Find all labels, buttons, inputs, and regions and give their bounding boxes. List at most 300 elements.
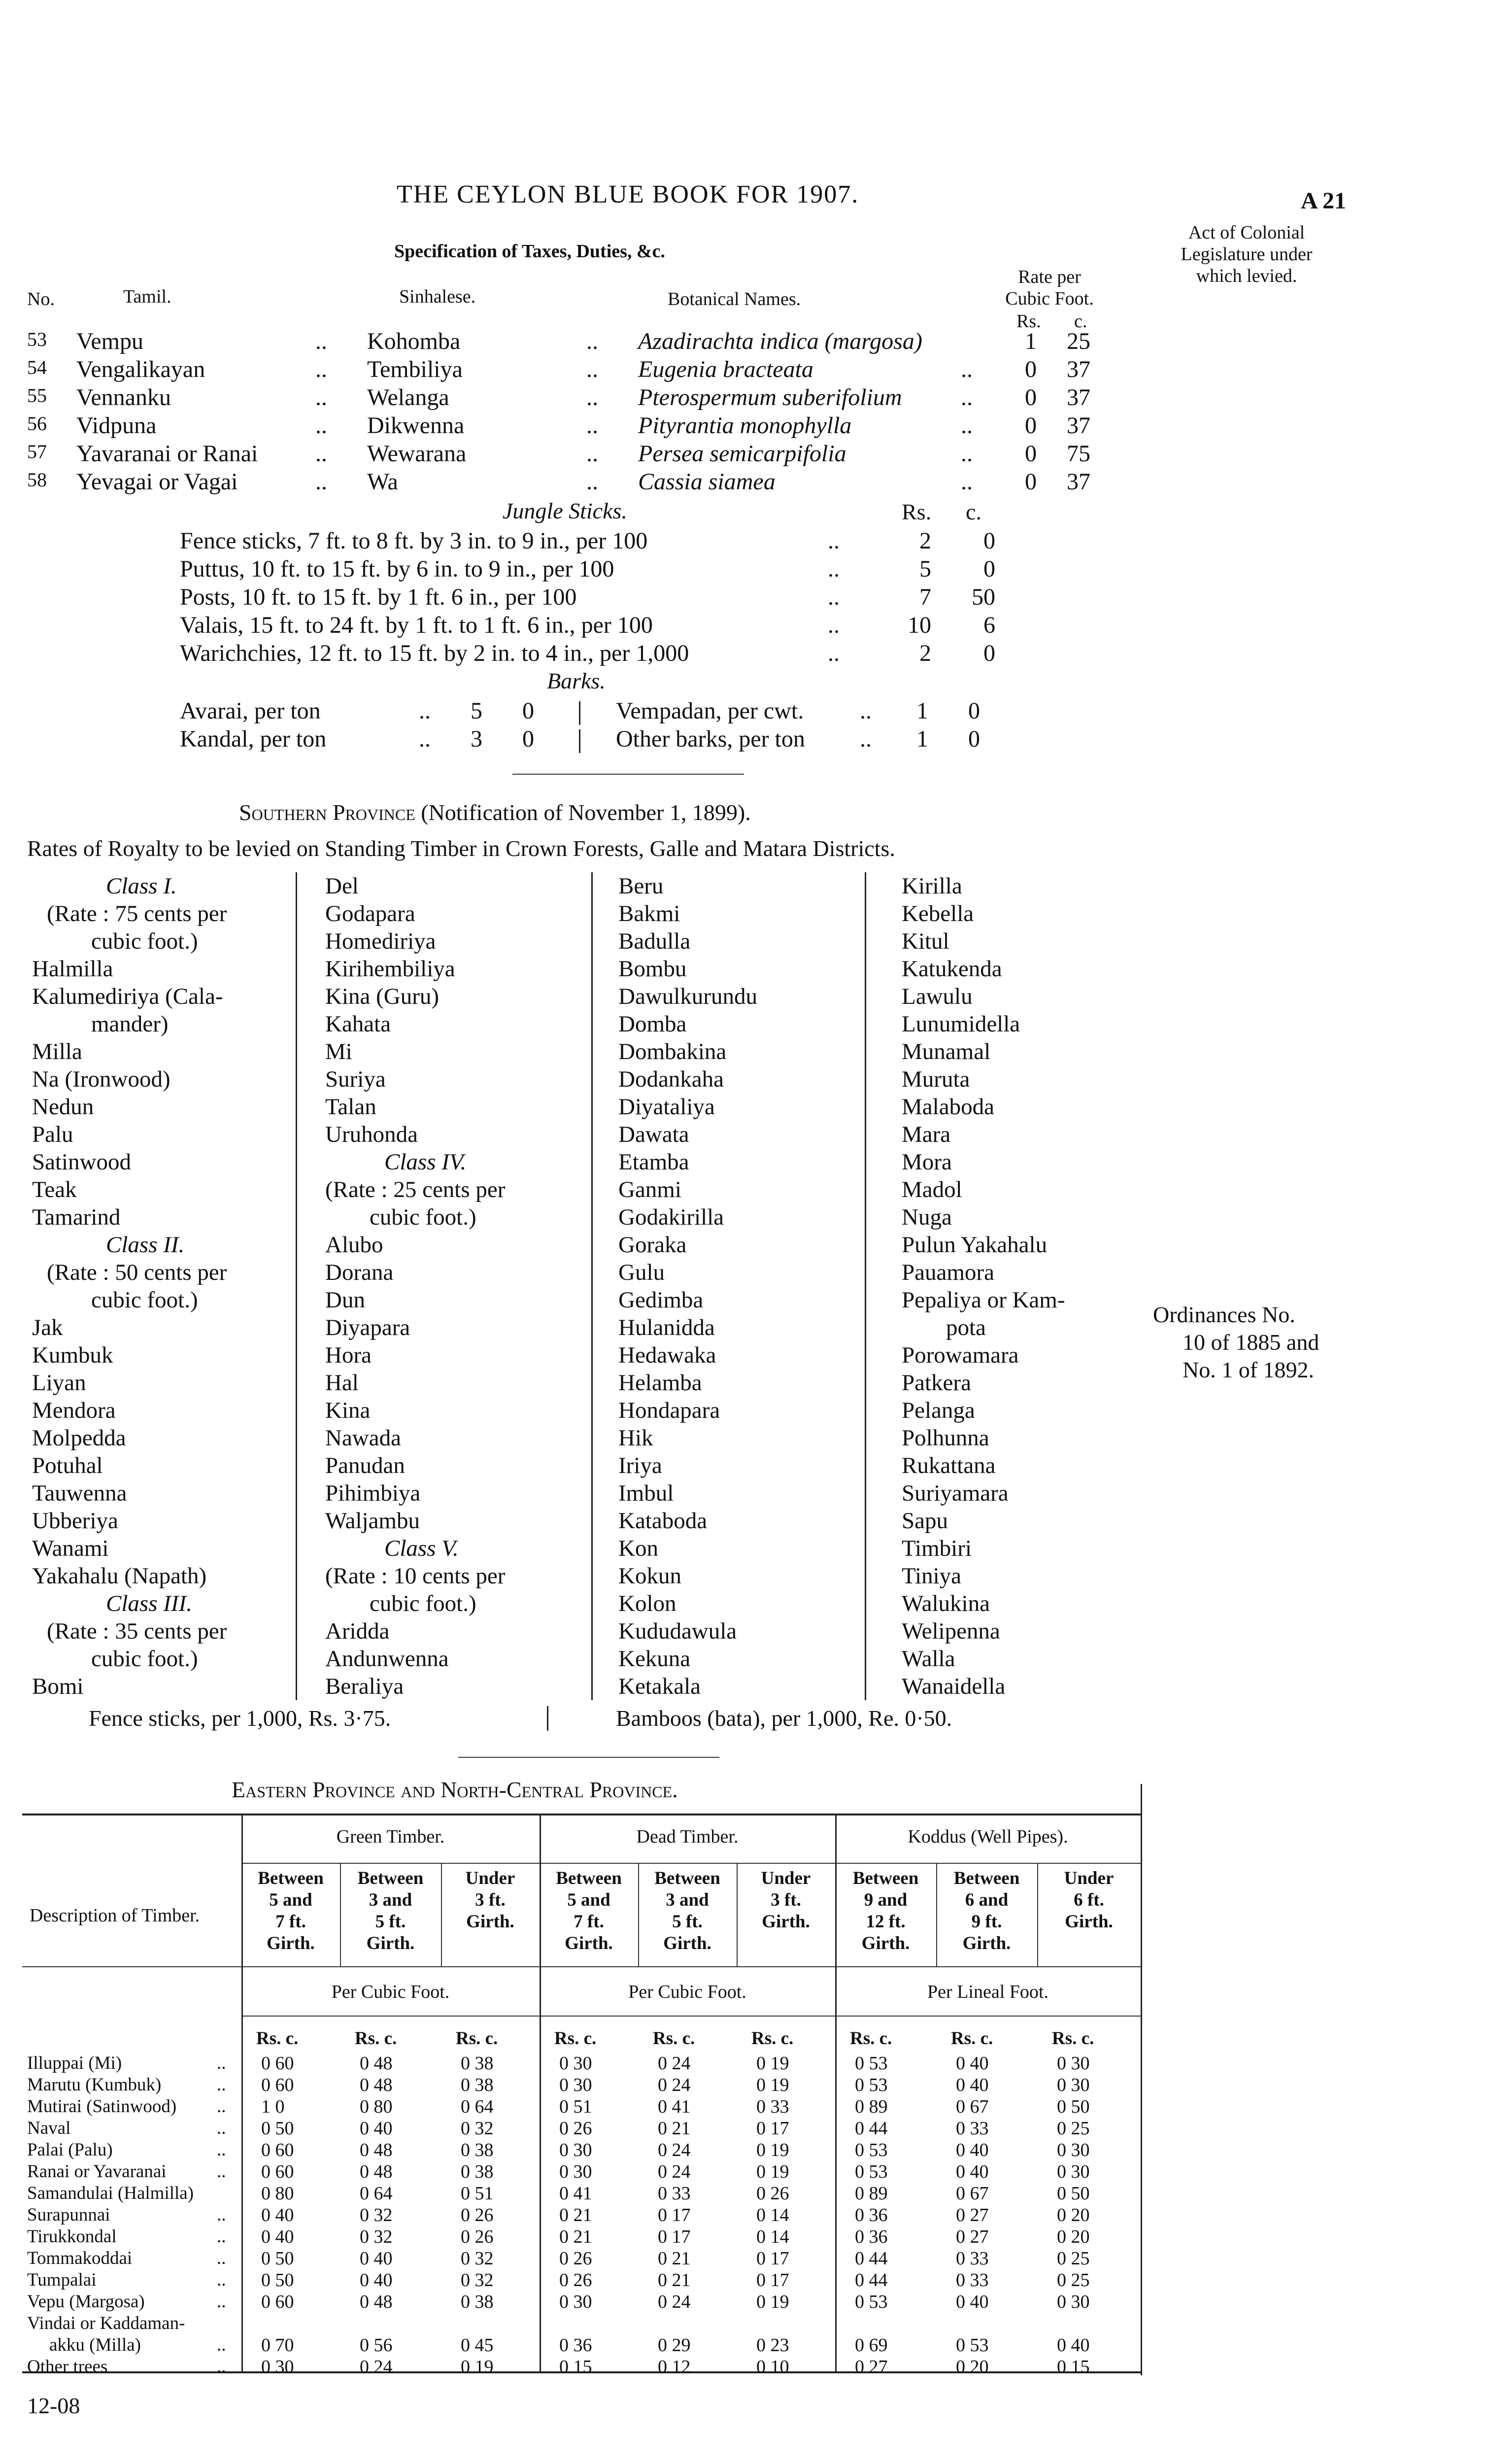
sub-header: [340, 1868, 441, 1954]
rate-cell: 0 40: [956, 2053, 989, 2074]
act-note: [1153, 222, 1340, 287]
timber-name: Wanaidella: [902, 1674, 1006, 1699]
rate-cell: 0 32: [461, 2118, 494, 2139]
timber-name: Godapara: [325, 901, 415, 926]
timber-name: Kolon: [618, 1591, 677, 1616]
timber-name: Helamba: [618, 1370, 702, 1396]
rate-cell: 0 14: [756, 2226, 789, 2247]
rate-cell: 0 24: [658, 2140, 691, 2160]
rate-cell: 0 32: [360, 2205, 393, 2225]
column-rule: [296, 872, 297, 1700]
rate-cell: 0 51: [461, 2183, 494, 2204]
row-sinhalese: Wewarana: [367, 441, 467, 467]
row-tamil: Yavaranai or Ranai: [76, 441, 258, 467]
timber-name: cubic foot.): [370, 1591, 476, 1616]
timber-name: Imbul: [618, 1480, 674, 1506]
row-no: 56: [27, 412, 47, 435]
timber-name: Gulu: [618, 1260, 665, 1285]
row-rs: 0: [1025, 469, 1037, 495]
timber-name: Kon: [618, 1536, 658, 1561]
timber-name: Na (Ironwood): [32, 1066, 170, 1092]
row-sinhalese: Dikwenna: [367, 412, 465, 439]
bark-item: Other barks, per ton: [616, 726, 805, 752]
sub-header: [638, 1868, 737, 1954]
rate-cell: 0 32: [461, 2270, 494, 2291]
row-dots: ..: [217, 2335, 226, 2355]
royalty-rates-line: Rates of Royalty to be levied on Standing Timber in Crown Forests, Galle and Matara Districts.: [27, 836, 895, 861]
bark-rule: [579, 701, 580, 725]
timber-name: Liyan: [32, 1370, 86, 1396]
row-dots: ..: [315, 441, 327, 467]
rate-cell: 0 38: [461, 2140, 494, 2160]
timber-name: Domba: [618, 1011, 687, 1037]
jungle-c-header: c.: [966, 499, 981, 524]
rate-cell: 0 38: [461, 2161, 494, 2182]
rate-cell: 0 60: [261, 2075, 294, 2095]
timber-desc: Vindai or Kaddaman-: [27, 2313, 185, 2333]
rate-cell: 0 24: [360, 2357, 393, 2377]
sub-header-line: Girth.: [762, 1912, 810, 1932]
row-tamil: Vempu: [76, 328, 143, 354]
row-no: 55: [27, 384, 47, 407]
sub-header: [241, 1868, 340, 1954]
timber-name: cubic foot.): [91, 1646, 198, 1672]
timber-desc: Marutu (Kumbuk): [27, 2075, 162, 2095]
col-header-no: No.: [27, 289, 55, 309]
row-dots: ..: [217, 2118, 226, 2138]
timber-name: Kataboda: [618, 1508, 708, 1534]
rate-cell: 0 30: [1057, 2075, 1090, 2095]
timber-desc: Tirukkondal: [27, 2226, 117, 2247]
col-header-sinhalese: Sinhalese.: [399, 286, 476, 307]
timber-name: Hulanidda: [618, 1315, 715, 1340]
sub-header-line: 6 and: [965, 1890, 1009, 1910]
sub-header: [1037, 1868, 1141, 1933]
timber-name: Timbiri: [902, 1536, 972, 1561]
rate-cell: 0 53: [855, 2053, 888, 2074]
rate-cell: 0 33: [658, 2183, 691, 2204]
row-botanical: Pityrantia monophylla: [638, 412, 852, 439]
timber-name: Kina (Guru): [325, 984, 440, 1009]
rate-cell: 0 26: [559, 2270, 592, 2291]
timber-name: Bombu: [618, 956, 687, 982]
timber-name: (Rate : 50 cents per: [47, 1260, 227, 1285]
rate-cell: 0 21: [559, 2226, 592, 2247]
sub-header-line: Between: [258, 1868, 324, 1888]
barks-heading: Barks.: [547, 668, 606, 693]
unit-dead: Per Cubic Foot.: [628, 1982, 746, 2002]
row-no: 58: [27, 469, 47, 491]
rate-cell: 0 60: [261, 2053, 294, 2074]
rate-cell: 0 40: [360, 2118, 393, 2139]
rate-cell: 0 44: [855, 2270, 888, 2291]
rate-cell: 0 53: [855, 2075, 888, 2095]
col-header-botanical: Botanical Names.: [668, 289, 801, 309]
row-botanical: Pterospermum suberifolium: [638, 384, 902, 411]
timber-name: Potuhal: [32, 1453, 103, 1478]
rate-cell: 0 53: [956, 2335, 989, 2356]
group-koddus: Koddus (Well Pipes).: [908, 1826, 1068, 1847]
timber-name: Etamba: [618, 1149, 689, 1175]
unit-koddus: Per Lineal Foot.: [927, 1982, 1049, 2002]
rate-cell: 0 26: [559, 2248, 592, 2269]
rate-cell: 0 21: [658, 2118, 691, 2139]
timber-name: Yakahalu (Napath): [32, 1563, 207, 1589]
timber-name: Hedawaka: [618, 1342, 716, 1368]
sub-header: [737, 1868, 835, 1933]
rate-cell: 0 38: [461, 2075, 494, 2095]
timber-name: Polhunna: [902, 1425, 989, 1451]
sub-header-line: Girth.: [366, 1933, 415, 1953]
timber-name: (Rate : 10 cents per: [325, 1563, 506, 1589]
timber-name: Suriyamara: [902, 1480, 1009, 1506]
timber-name: Kokun: [618, 1563, 681, 1589]
rate-cell: 0 27: [855, 2357, 888, 2377]
rate-cell: 0 19: [756, 2140, 789, 2160]
sub-header-line: Between: [654, 1868, 720, 1888]
bark-item: Vempadan, per cwt.: [616, 698, 804, 724]
row-tamil: Vennanku: [76, 384, 171, 411]
timber-name: pota: [946, 1315, 986, 1340]
timber-name: Ubberiya: [32, 1508, 118, 1534]
sub-header-line: Girth.: [565, 1933, 613, 1953]
timber-name: Dorana: [325, 1260, 394, 1285]
rs-c-header: Rs. c.: [1052, 2028, 1094, 2049]
row-dots: ..: [217, 2161, 226, 2182]
rate-cell: 0 15: [559, 2357, 592, 2377]
row-dots: ..: [586, 328, 598, 354]
timber-name: Wanami: [32, 1536, 109, 1561]
jungle-c: 0: [983, 640, 995, 666]
timber-name: Pihimbiya: [325, 1480, 421, 1506]
row-dots: ..: [961, 469, 973, 495]
jungle-rs: 2: [919, 528, 931, 554]
rate-cell: 0 30: [261, 2357, 294, 2377]
act-note-line: Act of Colonial: [1188, 222, 1305, 243]
row-botanical: Persea semicarpifolia: [638, 441, 846, 467]
row-dots: ..: [217, 2205, 226, 2225]
timber-name: Beraliya: [325, 1674, 404, 1699]
timber-name: Ketakala: [618, 1674, 701, 1699]
timber-name: Tamarind: [32, 1204, 121, 1230]
rate-cell: 0 50: [1057, 2183, 1090, 2204]
rate-cell: 0 27: [956, 2226, 989, 2247]
table-rule: [241, 2016, 1141, 2017]
row-tamil: Yevagai or Vagai: [76, 469, 238, 495]
timber-name: Panudan: [325, 1453, 405, 1478]
divider: [458, 1757, 719, 1758]
rate-cell: 0 38: [461, 2292, 494, 2312]
timber-name: Walukina: [902, 1591, 990, 1616]
rate-cell: 0 30: [1057, 2292, 1090, 2312]
rate-cell: 0 67: [956, 2183, 989, 2204]
sub-header-line: Under: [1064, 1868, 1114, 1888]
row-no: 53: [27, 328, 47, 350]
timber-name: cubic foot.): [370, 1204, 476, 1230]
jungle-item: Warichchies, 12 ft. to 15 ft. by 2 in. to 4 in., per 1,000: [180, 640, 689, 666]
timber-name: Uruhonda: [325, 1122, 418, 1147]
rate-cell: 0 80: [261, 2183, 294, 2204]
rate-cell: 0 24: [658, 2075, 691, 2095]
sub-header-line: 3 ft.: [771, 1890, 801, 1910]
timber-desc: Naval: [27, 2118, 71, 2138]
timber-name: Dodankaha: [618, 1066, 724, 1092]
row-dots: ..: [315, 328, 327, 354]
timber-name: Hik: [618, 1425, 653, 1451]
rate-cell: 0 50: [261, 2270, 294, 2291]
row-dots: ..: [961, 356, 973, 382]
jungle-c: 0: [983, 556, 995, 582]
timber-name: Tiniya: [902, 1563, 962, 1589]
row-rs: 0: [1025, 384, 1037, 411]
sub-header-line: 7 ft.: [574, 1912, 604, 1932]
jungle-item: Valais, 15 ft. to 24 ft. by 1 ft. to 1 ft. 6 in., per 100: [180, 612, 653, 638]
timber-name: Pepaliya or Kam-: [902, 1287, 1065, 1313]
sub-header-line: Under: [465, 1868, 515, 1888]
row-c: 25: [1067, 328, 1090, 354]
rate-cell: 0 50: [261, 2118, 294, 2139]
row-dots: ..: [217, 2140, 226, 2160]
rate-cell: 0 60: [261, 2292, 294, 2312]
rate-cell: 0 51: [559, 2096, 592, 2117]
timber-name: Mi: [325, 1039, 352, 1064]
timber-name: Dun: [325, 1287, 365, 1313]
row-botanical: Azadirachta indica (margosa): [638, 328, 922, 354]
timber-name: Class V.: [384, 1536, 459, 1561]
page-number: A 21: [1301, 188, 1347, 214]
rate-cell: 0 67: [956, 2096, 989, 2117]
rate-cell: 0 36: [855, 2205, 888, 2225]
rate-cell: 0 53: [855, 2292, 888, 2312]
rate-cell: 0 32: [360, 2226, 393, 2247]
rate-cell: 0 48: [360, 2292, 393, 2312]
row-sinhalese: Welanga: [367, 384, 449, 411]
rate-cell: 0 69: [855, 2335, 888, 2356]
rate-cell: 0 60: [261, 2140, 294, 2160]
col-header-c: c.: [1074, 311, 1087, 332]
timber-name: Andunwenna: [325, 1646, 449, 1672]
timber-name: Hora: [325, 1342, 372, 1368]
timber-name: Class I.: [106, 873, 177, 899]
sub-header-line: Girth.: [466, 1912, 514, 1932]
jungle-rs: 10: [908, 612, 931, 638]
group-green: Green Timber.: [336, 1826, 445, 1847]
timber-desc: Samandulai (Halmilla): [27, 2183, 194, 2203]
jungle-c: 6: [983, 612, 995, 638]
bark-rs: 5: [471, 698, 482, 724]
rate-cell: 0 70: [261, 2335, 294, 2356]
divider: [512, 774, 744, 775]
rate-cell: 0 30: [559, 2075, 592, 2095]
jungle-rs: 5: [919, 556, 931, 582]
rate-cell: 0 25: [1057, 2118, 1090, 2139]
timber-name: Kududawula: [618, 1618, 737, 1644]
timber-name: Nawada: [325, 1425, 401, 1451]
timber-name: Kina: [325, 1398, 371, 1423]
timber-name: Hondapara: [618, 1398, 720, 1423]
rate-cell: 0 48: [360, 2075, 393, 2095]
row-sinhalese: Wa: [367, 469, 398, 495]
timber-name: Katukenda: [902, 956, 1002, 982]
timber-name: Dombakina: [618, 1039, 727, 1064]
row-botanical: Cassia siamea: [638, 469, 776, 495]
timber-name: Sapu: [902, 1508, 948, 1534]
rate-cell: 0 25: [1057, 2270, 1090, 2291]
sub-header-line: 3 and: [369, 1890, 412, 1910]
row-tamil: Vidpuna: [76, 412, 157, 439]
bark-item: Avarai, per ton: [180, 698, 321, 724]
sub-header-line: Between: [953, 1868, 1020, 1888]
sub-header-line: Between: [556, 1868, 622, 1888]
row-dots: ..: [828, 528, 840, 554]
row-dots: ..: [217, 2226, 226, 2247]
row-rs: 0: [1025, 412, 1037, 439]
timber-desc: Tumpalai: [27, 2270, 97, 2290]
timber-name: Hal: [325, 1370, 359, 1396]
rate-cell: 0 45: [461, 2335, 494, 2356]
timber-name: Diyapara: [325, 1315, 410, 1340]
rate-cell: 0 26: [559, 2118, 592, 2139]
timber-name: Kirilla: [902, 873, 962, 899]
timber-name: (Rate : 25 cents per: [325, 1177, 506, 1202]
timber-name: Pauamora: [902, 1260, 994, 1285]
rate-cell: 0 41: [559, 2183, 592, 2204]
southern-col-4: [902, 872, 1065, 1700]
timber-name: Mendora: [32, 1398, 116, 1423]
row-dots: ..: [828, 640, 840, 666]
col-header-rs: Rs.: [1016, 311, 1041, 332]
timber-name: (Rate : 35 cents per: [47, 1618, 227, 1644]
table-col-rule: [1141, 1784, 1142, 2375]
sub-header-line: Between: [357, 1868, 424, 1888]
row-c: 37: [1067, 412, 1090, 439]
timber-name: Godakirilla: [618, 1204, 724, 1230]
rate-cell: 0 50: [1057, 2096, 1090, 2117]
rate-cell: 0 56: [360, 2335, 393, 2356]
row-dots: ..: [315, 469, 327, 495]
timber-name: Dawata: [618, 1122, 689, 1147]
row-dots: ..: [586, 356, 598, 382]
sub-header-line: Between: [852, 1868, 919, 1888]
timber-name: Aridda: [325, 1618, 390, 1644]
row-sinhalese: Tembiliya: [367, 356, 463, 382]
rate-header-line: Cubic Foot.: [1005, 288, 1094, 309]
rate-cell: 0 15: [1057, 2357, 1090, 2377]
rate-cell: 0 21: [559, 2205, 592, 2225]
rate-cell: 0 44: [855, 2248, 888, 2269]
timber-name: Nuga: [902, 1204, 952, 1230]
rate-cell: 0 19: [461, 2357, 494, 2377]
rs-c-header: Rs. c.: [850, 2028, 892, 2049]
rate-cell: 0 25: [1057, 2248, 1090, 2269]
rate-cell: 0 40: [360, 2248, 393, 2269]
timber-name: Teak: [32, 1177, 77, 1202]
bark-c: 0: [968, 726, 980, 752]
rate-cell: 0 33: [956, 2248, 989, 2269]
row-dots: ..: [860, 698, 872, 724]
col-header-rate: [985, 266, 1114, 309]
row-dots: ..: [586, 384, 598, 411]
row-rs: 1: [1025, 328, 1037, 354]
rate-cell: 0 21: [658, 2248, 691, 2269]
timber-desc: Mutirai (Satinwood): [27, 2096, 177, 2117]
bark-rs: 1: [916, 698, 928, 724]
southern-heading: [239, 799, 751, 825]
bark-rs: 1: [916, 726, 928, 752]
row-dots: ..: [419, 698, 431, 724]
sub-header: [835, 1868, 936, 1954]
timber-name: (Rate : 75 cents per: [47, 901, 227, 926]
timber-desc: akku (Milla): [49, 2335, 141, 2355]
timber-name: Halmilla: [32, 956, 113, 982]
bark-rule: [579, 729, 580, 753]
ordinance-line: 10 of 1885 and: [1183, 1330, 1320, 1355]
southern-notification: (Notification of November 1, 1899).: [421, 800, 751, 825]
row-dots: ..: [586, 412, 598, 439]
timber-name: Pelanga: [902, 1398, 975, 1423]
timber-name: Lunumidella: [902, 1011, 1020, 1037]
row-dots: ..: [961, 441, 973, 467]
timber-name: Mara: [902, 1122, 951, 1147]
rate-cell: 0 23: [756, 2335, 789, 2356]
rs-c-header: Rs. c.: [355, 2028, 397, 2049]
timber-name: Iriya: [618, 1453, 662, 1478]
rate-cell: 0 26: [756, 2183, 789, 2204]
table-rule: [22, 1966, 1141, 1967]
rate-cell: 0 36: [855, 2226, 888, 2247]
rate-cell: 0 33: [756, 2096, 789, 2117]
timber-name: Porowamara: [902, 1342, 1019, 1368]
rate-cell: 0 24: [658, 2161, 691, 2182]
rate-cell: 0 24: [658, 2053, 691, 2074]
rate-cell: 0 33: [956, 2270, 989, 2291]
rs-c-header: Rs. c.: [554, 2028, 597, 2049]
sub-header-line: 3 and: [666, 1890, 709, 1910]
timber-name: Badulla: [618, 928, 691, 954]
row-dots: ..: [217, 2075, 226, 2095]
sub-header-line: 12 ft.: [866, 1912, 906, 1932]
rate-cell: 0 40: [1057, 2335, 1090, 2356]
rate-cell: 0 29: [658, 2335, 691, 2356]
rate-cell: 0 40: [360, 2270, 393, 2291]
timber-name: Palu: [32, 1122, 73, 1147]
sub-header-line: 9 and: [864, 1890, 908, 1910]
rate-cell: 0 38: [461, 2053, 494, 2074]
rate-cell: 0 14: [756, 2205, 789, 2225]
row-dots: ..: [586, 469, 598, 495]
timber-name: Rukattana: [902, 1453, 996, 1478]
rate-cell: 0 48: [360, 2140, 393, 2160]
rate-cell: 0 30: [559, 2140, 592, 2160]
row-dots: ..: [828, 584, 840, 610]
column-rule: [547, 1706, 548, 1731]
timber-name: Ganmi: [618, 1177, 681, 1202]
sub-header-line: 5 and: [269, 1890, 312, 1910]
rs-c-header: Rs. c.: [653, 2028, 695, 2049]
timber-name: Kalumediriya (Cala-: [32, 984, 223, 1009]
rate-cell: 0 17: [658, 2226, 691, 2247]
timber-desc: Other trees: [27, 2357, 108, 2377]
sub-header-line: Girth.: [962, 1933, 1011, 1953]
sub-header-line: 7 ft.: [275, 1912, 306, 1932]
rate-cell: 0 48: [360, 2053, 393, 2074]
row-dots: ..: [961, 384, 973, 411]
rate-cell: 0 33: [956, 2118, 989, 2139]
timber-name: Homediriya: [325, 928, 436, 954]
row-dots: ..: [217, 2096, 226, 2117]
timber-name: Goraka: [618, 1232, 687, 1258]
rate-cell: 0 48: [360, 2161, 393, 2182]
